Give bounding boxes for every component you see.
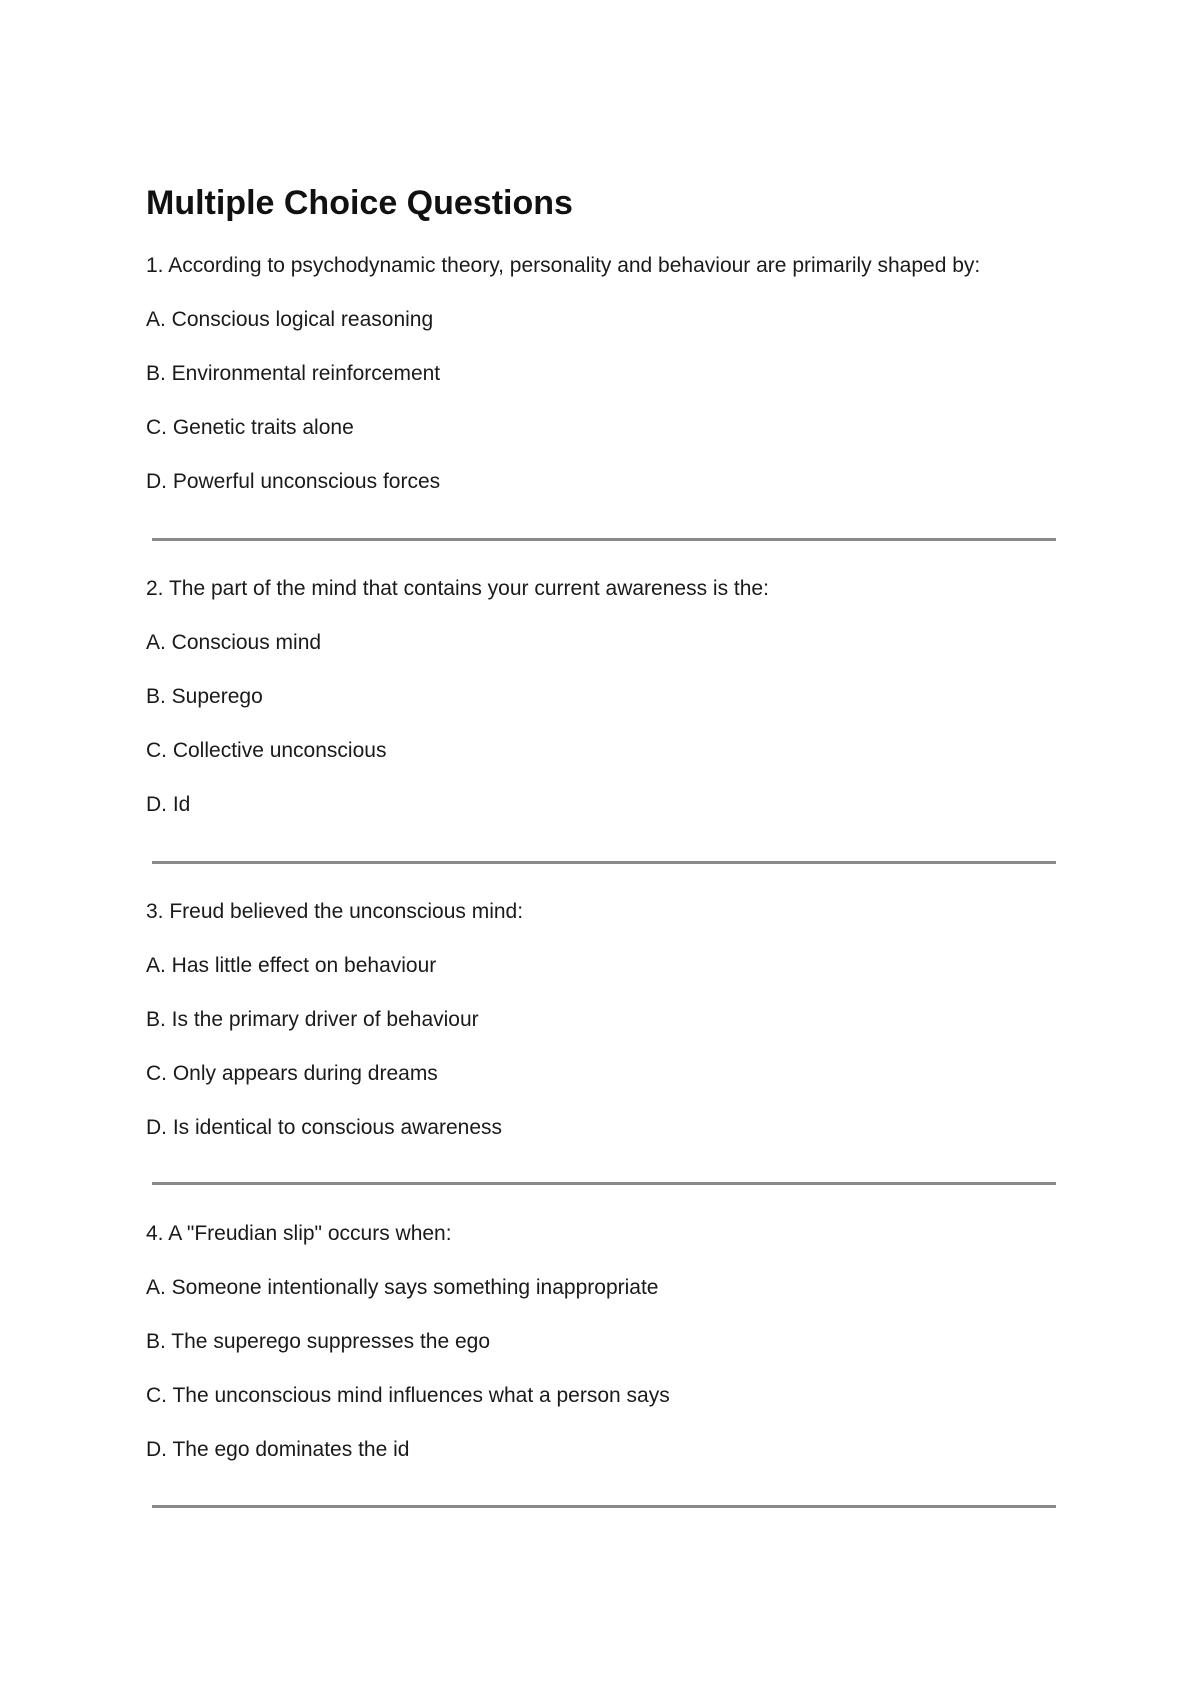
answer-option: C. Collective unconscious (146, 739, 387, 762)
answer-option: D. Is identical to conscious awareness (146, 1116, 503, 1139)
answer-option: D. Powerful unconscious forces (146, 470, 441, 493)
question-text: 2. The part of the mind that contains your current awareness is the: (146, 577, 769, 600)
answer-option: B. The superego suppresses the ego (146, 1330, 491, 1353)
divider-line (152, 861, 1056, 864)
question-text: 4. A "Freudian slip" occurs when: (146, 1222, 452, 1245)
answer-option: A. Conscious logical reasoning (146, 308, 434, 331)
document-title: Multiple Choice Questions (146, 184, 573, 222)
question-block (146, 1219, 1056, 1465)
answer-option: A. Someone intentionally says something inappropriate (146, 1276, 659, 1299)
answer-option: C. The unconscious mind influences what a person says (146, 1384, 670, 1407)
divider-line (152, 538, 1056, 541)
divider-line (152, 1182, 1056, 1185)
answer-option: D. Id (146, 793, 191, 816)
answer-option: B. Superego (146, 685, 263, 708)
question-block (146, 574, 1056, 820)
question-text: 3. Freud believed the unconscious mind: (146, 900, 524, 923)
answer-option: B. Is the primary driver of behaviour (146, 1008, 479, 1031)
answer-option: A. Has little effect on behaviour (146, 954, 437, 977)
divider-line (152, 1505, 1056, 1508)
answer-option: B. Environmental reinforcement (146, 362, 441, 385)
answer-option: C. Genetic traits alone (146, 416, 354, 439)
answer-option: C. Only appears during dreams (146, 1062, 438, 1085)
answer-option: A. Conscious mind (146, 631, 322, 654)
question-block (146, 897, 1056, 1143)
question-block (146, 251, 1056, 497)
question-text: 1. According to psychodynamic theory, personality and behaviour are primarily shaped by: (146, 254, 981, 277)
answer-option: D. The ego dominates the id (146, 1438, 410, 1461)
